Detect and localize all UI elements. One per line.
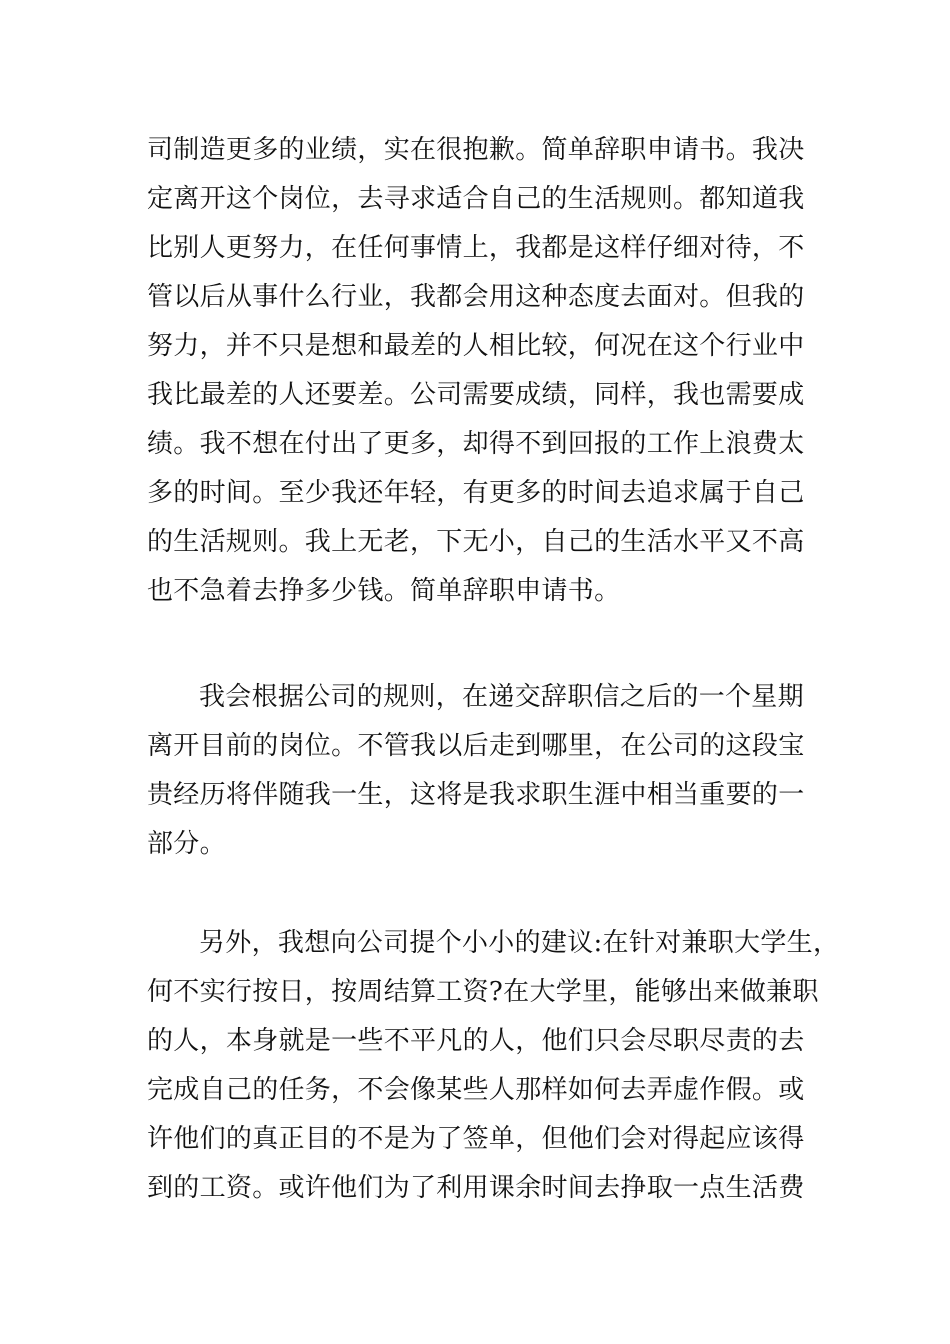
text-line: 我会根据公司的规则，在递交辞职信之后的一个星期 [199, 682, 804, 712]
text-line: 完成自己的任务，不会像某些人那样如何去弄虚作假。或 [147, 1075, 805, 1105]
text-line: 定离开这个岗位，去寻求适合自己的生活规则。都知道我 [147, 184, 805, 214]
text-line: 的人，本身就是一些不平凡的人，他们只会尽职尽责的去 [147, 1026, 805, 1056]
text-line: 管以后从事什么行业，我都会用这种态度去面对。但我的 [147, 282, 805, 312]
text-line: 司制造更多的业绩，实在很抱歉。简单辞职申请书。我决 [147, 135, 805, 165]
paragraph-1 [147, 126, 827, 616]
text-line: 比别人更努力，在任何事情上，我都是这样仔细对待，不 [147, 233, 805, 263]
text-line: 的生活规则。我上无老，下无小，自己的生活水平又不高 [147, 527, 805, 557]
text-line: 多的时间。至少我还年轻，有更多的时间去追求属于自己 [147, 478, 805, 508]
paragraph-3 [147, 919, 840, 1213]
text-line: 部分。 [147, 829, 226, 859]
paragraph-2 [147, 673, 827, 869]
text-line: 也不急着去挣多少钱。简单辞职申请书。 [147, 576, 621, 606]
text-line: 何不实行按日，按周结算工资?在大学里，能够出来做兼职 [147, 977, 819, 1007]
text-line: 贵经历将伴随我一生，这将是我求职生涯中相当重要的一 [147, 780, 805, 810]
text-line: 我比最差的人还要差。公司需要成绩，同样，我也需要成 [147, 380, 805, 410]
text-line: 另外，我想向公司提个小小的建议:在针对兼职大学生， [199, 928, 840, 958]
text-line: 离开目前的岗位。不管我以后走到哪里，在公司的这段宝 [147, 731, 805, 761]
text-line: 许他们的真正目的不是为了签单，但他们会对得起应该得 [147, 1124, 805, 1154]
text-line: 努力，并不只是想和最差的人相比较，何况在这个行业中 [147, 331, 805, 361]
text-line: 到的工资。或许他们为了利用课余时间去挣取一点生活费 [147, 1173, 805, 1203]
text-line: 绩。我不想在付出了更多，却得不到回报的工作上浪费太 [147, 429, 805, 459]
